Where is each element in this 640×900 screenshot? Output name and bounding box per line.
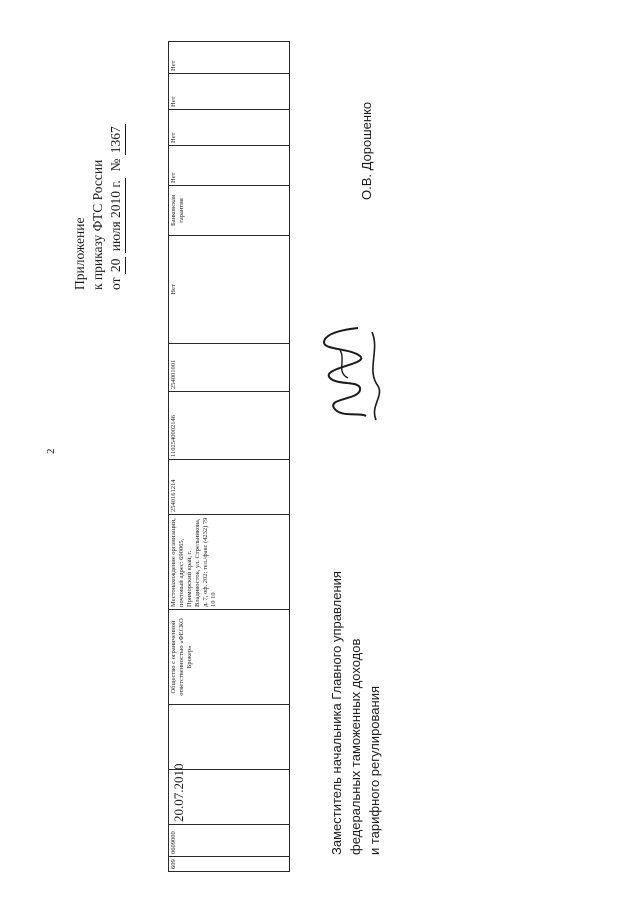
appendix-date-line — [107, 124, 126, 290]
col14-cell: Нет — [169, 74, 290, 110]
col15-cell: Нет — [169, 42, 290, 74]
col10-cell: Нет — [169, 236, 290, 344]
position-line-2: федеральных таможенных доходов — [348, 638, 363, 855]
registry-table-container — [168, 42, 290, 872]
number-prefix: № — [108, 158, 123, 172]
address-cell: Местонахождение организации, почтовый адрес: 690065, Приморский край, г. Владивосток, ул. Стрельникова, д. 7, оф. 202; тел./факс (4232) 79 10 10 — [169, 515, 290, 610]
registry-table — [168, 41, 290, 872]
empty-cell — [169, 705, 290, 770]
ogrn-cell: 1102540002146 — [169, 392, 290, 460]
order-number: 1367 — [107, 124, 126, 155]
row-number-cell: 609 — [169, 857, 290, 872]
code-cell: 0609000 — [169, 825, 290, 857]
appendix-order-ref: к приказу ФТС России — [90, 159, 105, 290]
appendix-header — [71, 124, 126, 290]
table-row — [169, 42, 290, 872]
inn-cell: 2540161214 — [169, 460, 290, 515]
position-line-1: Заместитель начальника Главного управления — [329, 571, 344, 855]
handwritten-signature — [300, 320, 390, 425]
page-number: 2 — [45, 448, 57, 454]
guarantee-cell: Банковская гарантия — [169, 186, 290, 236]
org-name-cell: Общество с ограниченной ответственностью «ФЕСКО Брокер» — [169, 610, 290, 705]
col13-cell: Нет — [169, 110, 290, 146]
signatory-position — [327, 571, 384, 855]
position-line-3: и тарифного регулирования — [367, 686, 382, 855]
date-day: 20 — [107, 257, 126, 275]
date-cell: 20.07.2010 — [169, 770, 290, 825]
col12-cell: Нет — [169, 146, 290, 186]
signatory-name: О.В. Дорошенко — [359, 101, 374, 200]
appendix-title: Приложение — [72, 217, 87, 290]
date-prefix: от — [108, 277, 123, 290]
date-month-year: июля 2010 г. — [107, 178, 126, 253]
kpp-cell: 254001001 — [169, 344, 290, 392]
